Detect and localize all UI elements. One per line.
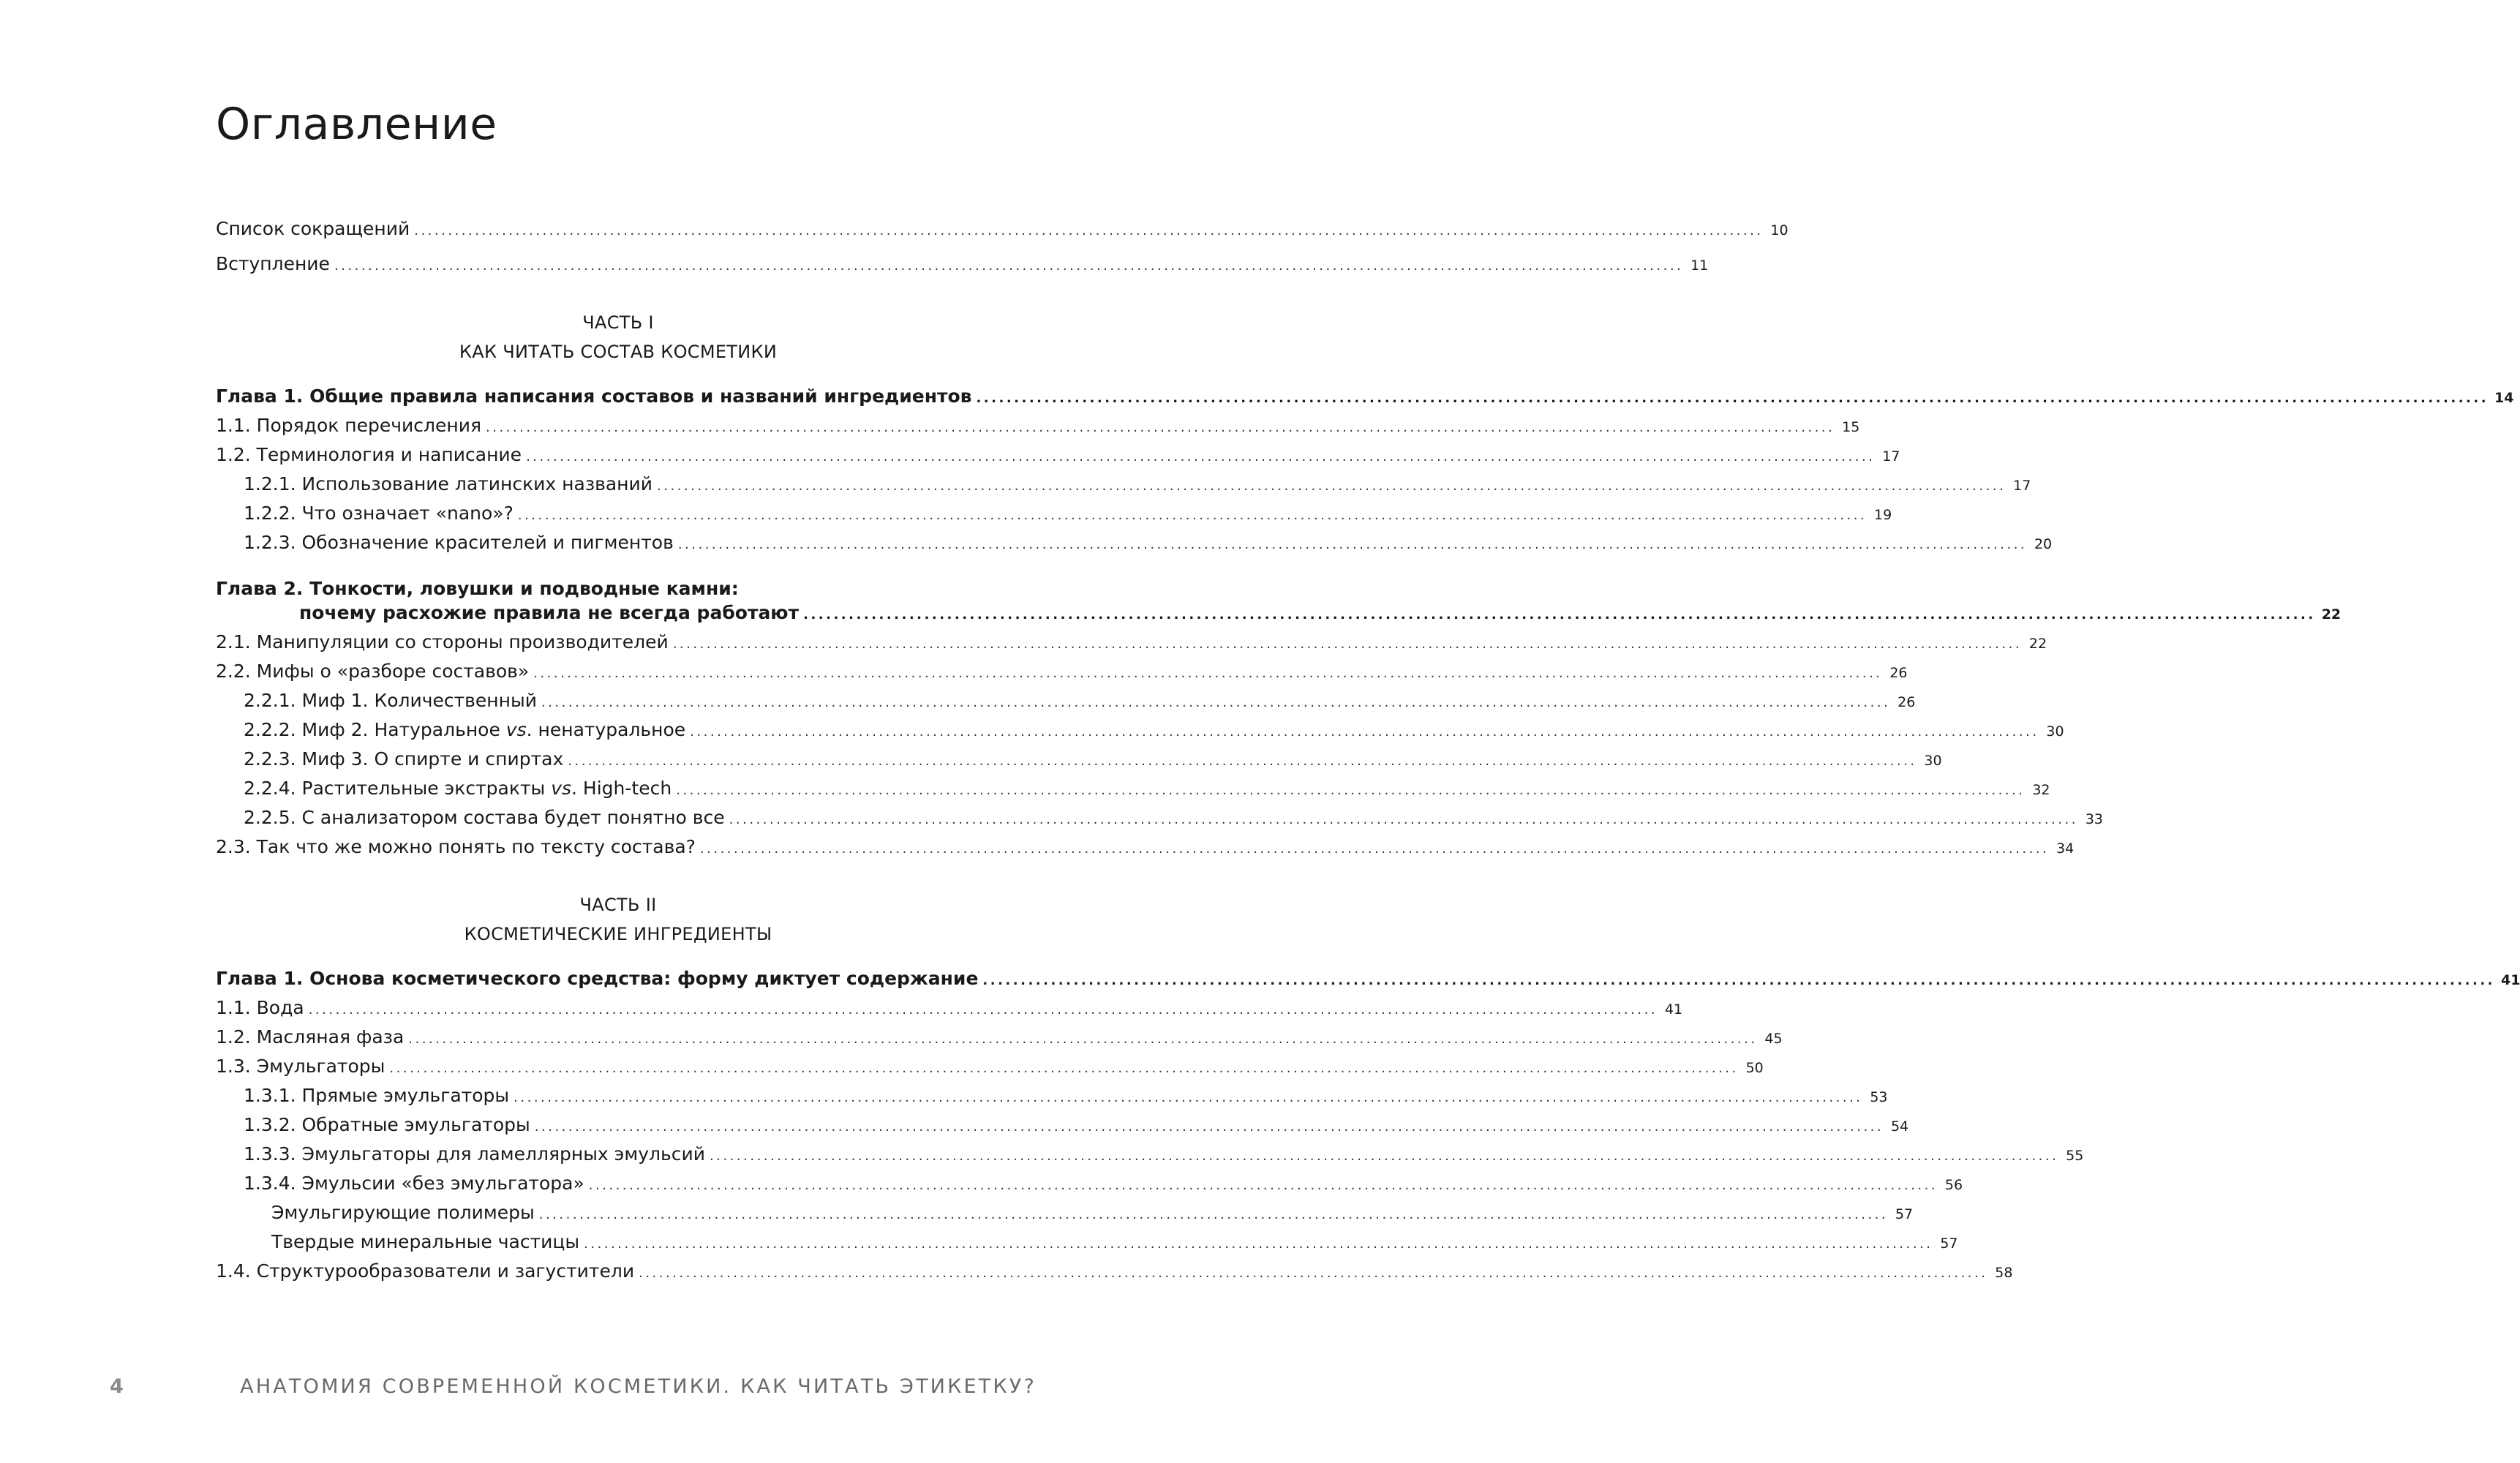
dot-leader: ........................................................................................................................................................................................................	[639, 1265, 1988, 1281]
dot-leader: ........................................................................................................................................................................................................	[308, 1002, 1658, 1018]
toc-page-number: 30	[2046, 723, 2064, 740]
toc-page-number: 32	[2032, 782, 2050, 798]
toc-page-number: 22	[2028, 636, 2047, 652]
toc-entry[interactable]	[216, 1140, 2084, 1168]
toc-entry-title: 1.2.1. Использование латинских названий	[244, 473, 653, 494]
dot-leader: ........................................................................................................................................................................................................	[588, 1178, 1938, 1193]
toc-entry-title-part: 2.2.2. Миф 2. Натуральное	[244, 719, 506, 740]
toc-page-number: 41	[2501, 972, 2520, 988]
toc-page-number: 26	[1889, 665, 1908, 681]
toc-page-number: 57	[1895, 1206, 1914, 1222]
dot-leader: ........................................................................................................................................................................................................	[486, 420, 1835, 435]
toc-entry-title: 2.1. Манипуляции со стороны производителей	[216, 631, 669, 652]
toc-page-number: 58	[1995, 1265, 2013, 1281]
toc-entry-title: Вступление	[216, 253, 330, 274]
toc-page-number: 50	[1745, 1060, 1764, 1076]
toc-entry[interactable]	[216, 529, 2053, 557]
toc-entry-title: 1.1. Порядок перечисления	[216, 415, 482, 436]
toc-chapter-2-1[interactable]	[216, 965, 2520, 993]
dot-leader: ........................................................................................................................................................................................................	[676, 783, 2026, 798]
toc-page-number: 19	[1874, 507, 1892, 523]
toc-entry-title: 1.3.4. Эмульсии «без эмульгатора»	[244, 1173, 584, 1194]
toc-page-number: 55	[2066, 1148, 2084, 1164]
toc-entry-title: 1.3. Эмульгаторы	[216, 1056, 385, 1077]
dot-leader: ........................................................................................................................................................................................................	[677, 537, 2028, 552]
toc-entry[interactable]	[216, 775, 2050, 802]
toc-entry[interactable]	[216, 1199, 1914, 1227]
dot-leader: ........................................................................................................................................................................................................	[533, 666, 1883, 681]
toc-chapter-1-1[interactable]	[216, 383, 2514, 410]
toc-entry[interactable]	[216, 1082, 1888, 1110]
toc-entry[interactable]	[216, 628, 2047, 656]
toc-page-number: 17	[2013, 478, 2031, 494]
toc-page-number: 56	[1944, 1177, 1963, 1193]
toc-page-number: 53	[1870, 1089, 1888, 1105]
toc-page-number: 41	[1664, 1001, 1683, 1018]
toc-entry-title-part: . High-tech	[571, 778, 672, 799]
dot-leader: ........................................................................................................................................................................................................	[526, 449, 1876, 465]
dot-leader: ........................................................................................................................................................................................................	[982, 973, 2495, 988]
toc-entry[interactable]	[216, 1053, 1764, 1080]
dot-leader: ........................................................................................................................................................................................................	[389, 1061, 1739, 1076]
toc-chapter-title: Глава 1. Общие правила написания составов и названий ингредиентов	[216, 386, 972, 407]
toc-entry-title: 2.2. Мифы о «разборе составов»	[216, 661, 530, 682]
toc-page-number: 33	[2085, 811, 2103, 827]
toc-entry-introduction[interactable]	[216, 250, 1709, 278]
toc-entry-title: 1.1. Вода	[216, 997, 304, 1018]
dot-leader: ........................................................................................................................................................................................................	[976, 391, 2489, 406]
part-2-label: ЧАСТЬ II	[579, 895, 657, 915]
toc-entry-title: 2.2.5. С анализатором состава будет понятно все	[244, 807, 725, 828]
toc-entry-title: 1.3.2. Обратные эмульгаторы	[244, 1114, 530, 1135]
toc-page-number: 22	[2321, 606, 2342, 623]
dot-leader: ........................................................................................................................................................................................................	[699, 841, 2050, 857]
part-2-name: КОСМЕТИЧЕСКИЕ ИНГРЕДИЕНТЫ	[464, 924, 772, 944]
dot-leader: ........................................................................................................................................................................................................	[408, 1031, 1758, 1047]
toc-page-number: 17	[1882, 448, 1900, 465]
toc-entry[interactable]	[216, 1170, 1963, 1197]
dot-leader: ........................................................................................................................................................................................................	[568, 753, 1917, 769]
toc-page-number: 57	[1940, 1236, 1958, 1252]
toc-entry-title: 1.3.1. Прямые эмульгаторы	[244, 1085, 510, 1106]
page-title: Оглавление	[216, 99, 497, 150]
dot-leader: ........................................................................................................................................................................................................	[334, 258, 1684, 274]
toc-page-number: 30	[1924, 753, 1942, 769]
toc-page-number: 10	[1770, 222, 1789, 238]
table-of-contents	[216, 0, 2520, 1463]
toc-entry-title-vs: vs	[551, 778, 572, 799]
toc-entry-title: 1.2. Терминология и написание	[216, 444, 522, 465]
dot-leader: ........................................................................................................................................................................................................	[541, 695, 1891, 710]
toc-entry-title: 2.2.1. Миф 1. Количественный	[244, 690, 537, 711]
dot-leader: ........................................................................................................................................................................................................	[710, 1148, 2059, 1164]
dot-leader: ........................................................................................................................................................................................................	[517, 508, 1868, 523]
toc-page-number: 11	[1690, 257, 1709, 274]
part-1-name: КАК ЧИТАТЬ СОСТАВ КОСМЕТИКИ	[459, 342, 778, 362]
toc-page-number: 20	[2034, 536, 2053, 552]
toc-page-number: 14	[2494, 390, 2514, 406]
toc-page-number: 15	[1842, 419, 1860, 435]
dot-leader: ........................................................................................................................................................................................................	[729, 812, 2078, 827]
toc-entry-title: 1.2.3. Обозначение красителей и пигментов	[244, 532, 674, 553]
toc-entry[interactable]	[216, 804, 2103, 832]
toc-entry[interactable]	[216, 833, 2075, 861]
dot-leader: ........................................................................................................................................................................................................	[657, 478, 2006, 494]
toc-entry-title: Эмульгирующие полимеры	[271, 1202, 535, 1223]
toc-entry-title: Список сокращений	[216, 218, 410, 239]
toc-entry-title: 1.3.3. Эмульгаторы для ламеллярных эмульсий	[244, 1143, 706, 1165]
toc-entry-title: 2.3. Так что же можно понять по тексту состава?	[216, 836, 696, 857]
toc-entry[interactable]	[216, 687, 1916, 715]
toc-entry-title-part: . ненатуральное	[526, 719, 686, 740]
dot-leader: ........................................................................................................................................................................................................	[584, 1236, 1933, 1252]
toc-entry-title	[244, 775, 672, 802]
toc-entry[interactable]	[216, 745, 1942, 773]
toc-chapter-title: Глава 1. Основа косметического средства: форму диктует содержание	[216, 968, 979, 989]
dot-leader: ........................................................................................................................................................................................................	[414, 223, 1764, 238]
toc-entry-title: 1.2. Масляная фаза	[216, 1026, 405, 1048]
toc-entry-title	[244, 716, 685, 744]
toc-entry[interactable]	[216, 1228, 1958, 1256]
toc-entry[interactable]	[216, 441, 1900, 469]
toc-entry[interactable]	[216, 500, 1892, 527]
toc-chapter-1-2-title-line[interactable]: Глава 2. Тонкости, ловушки и подводные камни:	[216, 578, 739, 599]
part-1-label: ЧАСТЬ I	[582, 312, 654, 333]
toc-entry[interactable]	[216, 658, 1908, 685]
toc-entry-abbreviations[interactable]	[216, 215, 1789, 243]
dot-leader: ........................................................................................................................................................................................................	[538, 1207, 1889, 1222]
toc-entry-title: 1.4. Структурообразователи и загустители	[216, 1260, 635, 1282]
toc-chapter-title: почему расхожие правила не всегда работают	[299, 602, 800, 623]
footer-page-number: 4	[110, 1375, 124, 1398]
toc-entry[interactable]	[216, 470, 2031, 498]
toc-entry[interactable]	[216, 1023, 1783, 1051]
dot-leader: ........................................................................................................................................................................................................	[690, 724, 2039, 740]
toc-entry[interactable]	[216, 716, 2064, 744]
toc-entry[interactable]	[216, 1257, 2013, 1285]
toc-page-number: 45	[1764, 1031, 1783, 1047]
dot-leader: ........................................................................................................................................................................................................	[534, 1119, 1884, 1135]
toc-entry-title-part: 2.2.4. Растительные экстракты	[244, 778, 552, 799]
toc-entry[interactable]	[216, 994, 1683, 1022]
toc-chapter-1-2[interactable]	[216, 599, 2342, 627]
dot-leader: ........................................................................................................................................................................................................	[672, 636, 2023, 652]
footer-book-title: АНАТОМИЯ СОВРЕМЕННОЙ КОСМЕТИКИ. КАК ЧИТАТЬ ЭТИКЕТКУ?	[240, 1375, 1037, 1398]
toc-page-number: 26	[1897, 694, 1916, 710]
toc-entry-title: 2.2.3. Миф 3. О спирте и спиртах	[244, 748, 564, 770]
toc-entry[interactable]	[216, 412, 1860, 440]
toc-page-number: 34	[2056, 840, 2075, 857]
toc-entry-title: 1.2.2. Что означает «nano»?	[244, 503, 514, 524]
toc-entry-title-vs: vs	[505, 719, 527, 740]
dot-leader: ........................................................................................................................................................................................................	[514, 1090, 1863, 1105]
toc-entry-title: Твердые минеральные частицы	[271, 1231, 580, 1252]
toc-entry[interactable]	[216, 1111, 1909, 1139]
toc-page-number: 54	[1890, 1118, 1909, 1135]
dot-leader: ........................................................................................................................................................................................................	[803, 607, 2316, 623]
